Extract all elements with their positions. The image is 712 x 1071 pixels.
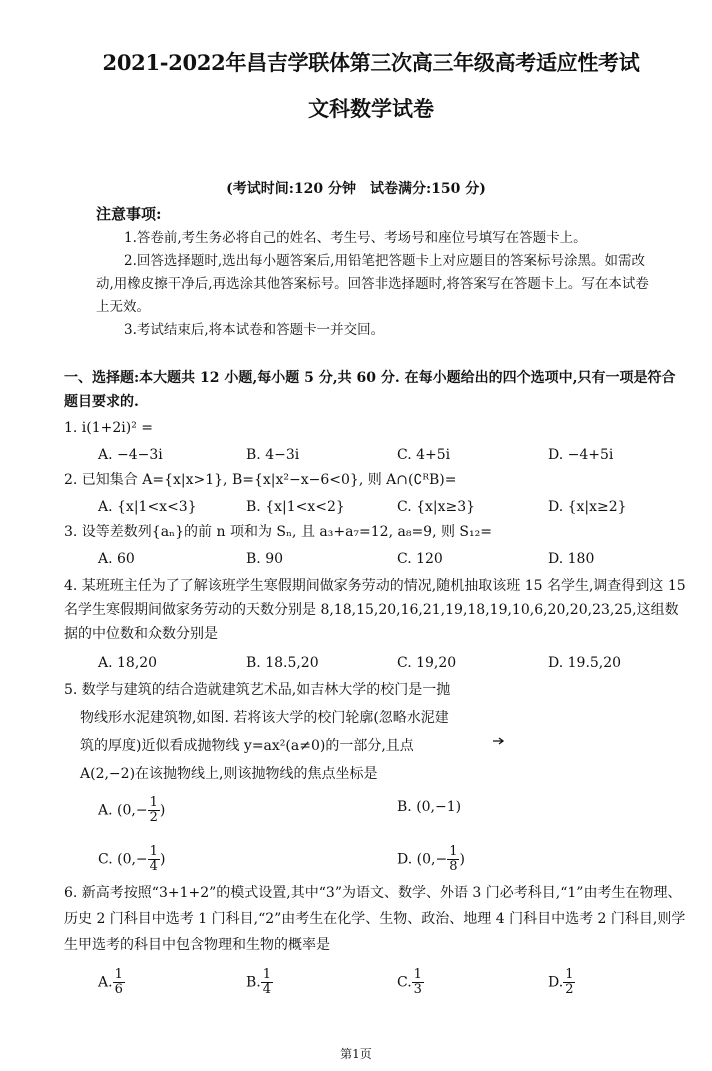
q5-option-a-fraction [148, 796, 160, 825]
q6-option-a-prefix: A. [98, 974, 113, 991]
q3-option-c: C. 120 [397, 551, 443, 567]
question-6-stem: 6. 新高考按照“3+1+2”的模式设置,其中“3”为语文、数学、外语 3 门必考科目,“1”由考生在物理、历史 2 门科目中选考 1 门科目,“2”由考生在化学、生物、政治、地理 4 门科目中选考 2 门科目,则学生甲选考的科目中包含物理和生物的概率是 [64, 885, 686, 953]
q6-option-d-denominator: 2 [565, 982, 574, 997]
q3-option-a: A. 60 [98, 551, 135, 567]
q6-option-c-numerator: 1 [413, 967, 422, 982]
notice-title: 注意事项: [96, 205, 162, 223]
q2-option-c: C. {x|x≥3} [397, 499, 476, 515]
q6-option-b-prefix: B. [246, 974, 261, 991]
q5-option-d-suffix: ) [459, 851, 465, 868]
q5-option-b [397, 796, 461, 818]
q5-option-d-fraction [447, 845, 459, 874]
q6-option-b-fraction [261, 968, 273, 997]
q5-option-a-denominator: 2 [149, 810, 158, 825]
q6-option-a-denominator: 6 [114, 982, 123, 997]
q5-option-c-suffix: ) [159, 851, 166, 868]
q6-option-a-numerator: 1 [114, 967, 123, 982]
exam-info: (考试时间:120 分钟 试卷满分:150 分) [226, 181, 486, 197]
question-5-line-3: 筑的厚度)近似看成抛物线 y=ax²(a≠0)的一部分,且点 [80, 738, 414, 754]
q6-option-b-denominator: 4 [262, 982, 272, 997]
q5-option-c-numerator: 1 [149, 844, 158, 859]
q4-option-c: C. 19,20 [397, 655, 457, 671]
q5-option-d-numerator: 1 [449, 844, 458, 859]
q4-option-d: D. 19.5,20 [548, 655, 622, 671]
q6-option-c-fraction [412, 968, 424, 997]
q5-option-d-prefix: D. (0,− [397, 851, 448, 868]
q1-option-d: D. −4+5i [548, 447, 614, 463]
q5-option-c [98, 845, 165, 874]
q6-option-c-prefix: C. [397, 974, 412, 991]
q5-option-a [98, 796, 165, 825]
q3-option-b: B. 90 [246, 551, 284, 567]
exam-title: 2021-2022年昌吉学联体第三次高三年级高考适应性考试 [102, 50, 640, 75]
q5-option-d-denominator: 8 [449, 859, 458, 874]
notice-item-3: 3.考试结束后,将本试卷和答题卡一并交回。 [124, 322, 385, 338]
section-heading: 一、选择题:本大题共 12 小题,每小题 5 分,共 60 分. 在每小题给出的四个选项中,只有一项是符合题目要求的. [64, 370, 676, 410]
q6-option-a [98, 968, 125, 997]
q5-option-a-prefix: A. (0,− [98, 802, 148, 819]
q6-option-d-numerator: 1 [565, 967, 574, 982]
question-1-stem: 1. i(1+2i)² = [64, 420, 154, 436]
question-3-stem: 3. 设等差数列{aₙ}的前 n 项和为 Sₙ, 且 a₃+a₇=12, a₈=9, 则 S₁₂= [64, 524, 492, 540]
q5-option-c-denominator: 4 [149, 859, 158, 874]
page-number: 第1页 [340, 1047, 372, 1061]
q5-option-d [397, 845, 465, 874]
question-5-line-1: 5. 数学与建筑的结合造就建筑艺术品,如吉林大学的校门是一抛 [64, 682, 451, 698]
q6-option-d-fraction [563, 968, 575, 997]
q5-option-a-suffix: ) [159, 802, 166, 819]
question-2-stem: 2. 已知集合 A={x|x>1}, B={x|x²−x−6<0}, 则 A∩(∁ᴿB)= [64, 472, 457, 488]
notice-item-1: 1.答卷前,考生务必将自己的姓名、考生号、考场号和座位号填写在答题卡上。 [124, 230, 587, 246]
q2-option-b: B. {x|1<x<2} [246, 499, 345, 515]
question-4-stem: 4. 某班班主任为了了解该班学生寒假期间做家务劳动的情况,随机抽取该班 15 名学生,调查得到这 15 名学生寒假期间做家务劳动的天数分别是 8,18,15,20,16,21,19,18,19,10,6,20,20,23,25,这组数据的中位数和众数分别是 [64, 578, 686, 642]
q1-option-a: A. −4−3i [98, 447, 163, 463]
q4-option-a: A. 18,20 [98, 655, 158, 671]
q3-option-d: D. 180 [548, 551, 595, 567]
q4-option-b: B. 18.5,20 [246, 655, 319, 671]
q1-option-c: C. 4+5i [397, 447, 451, 463]
q2-option-d: D. {x|x≥2} [548, 499, 627, 515]
q6-option-a-fraction [113, 968, 125, 997]
q1-option-b: B. 4−3i [246, 447, 300, 463]
q5-option-c-fraction [148, 845, 160, 874]
q6-option-d-prefix: D. [548, 974, 564, 991]
exam-subtitle: 文科数学试卷 [308, 96, 434, 121]
q5-option-a-numerator: 1 [149, 795, 158, 810]
q2-option-a: A. {x|1<x<3} [98, 499, 197, 515]
q5-option-b-text: B. (0,−1) [397, 799, 462, 815]
question-5-line-4: A(2,−2)在该抛物线上,则该抛物线的焦点坐标是 [80, 766, 378, 782]
q5-option-c-prefix: C. (0,− [98, 851, 148, 868]
q6-option-c-denominator: 3 [413, 982, 422, 997]
q6-option-b-numerator: 1 [262, 967, 272, 982]
notice-item-2: 2.回答选择题时,选出每小题答案后,用铅笔把答题卡上对应题目的答案标号涂黑。如需改动,用橡皮擦干净后,再选涂其他答案标号。回答非选择题时,将答案写在答题卡上。写在本试卷上无效。 [96, 253, 649, 315]
q6-option-d [548, 968, 575, 997]
question-5-line-2: 物线形水泥建筑物,如图. 若将该大学的校门轮廓(忽略水泥建 [80, 710, 449, 726]
q6-option-c [397, 968, 424, 997]
q6-option-b [246, 968, 273, 997]
scan-mark-icon [493, 737, 507, 745]
